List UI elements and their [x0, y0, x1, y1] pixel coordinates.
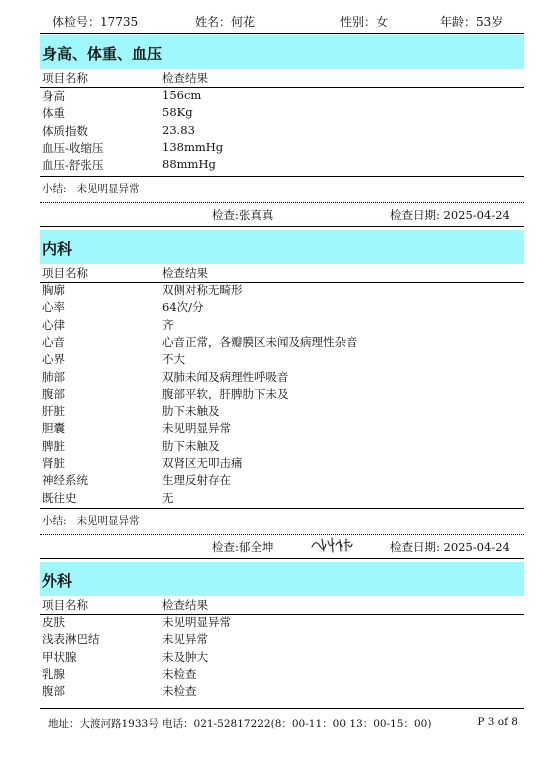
table-row [40, 437, 524, 454]
table-row [40, 682, 524, 699]
item-name: 血压-收缩压 [42, 140, 104, 155]
section-title-band [40, 35, 524, 69]
item-name: 腹部 [42, 684, 65, 699]
item-result: 双肺未闻及病理性呼吸音 [162, 369, 289, 384]
item-name: 体重 [42, 106, 65, 121]
section-title-band [40, 230, 524, 264]
column-result-header: 检查结果 [162, 71, 208, 85]
item-result: 不大 [162, 352, 185, 367]
summary-text: 未见明显异常 [76, 515, 140, 527]
item-result: 肋下未触及 [162, 404, 220, 419]
section-summary [42, 181, 140, 196]
item-result: 未见异常 [162, 632, 208, 647]
table-row [40, 350, 524, 367]
item-name: 腹部 [42, 386, 65, 401]
table-row [40, 298, 524, 315]
table-row [40, 454, 524, 471]
inspector: 检查:张真真 [212, 208, 274, 222]
item-result: 未及肿大 [162, 649, 208, 664]
table-row [40, 156, 524, 173]
item-name: 体质指数 [42, 123, 88, 138]
table-row [40, 104, 524, 121]
summary-label: 小结: [42, 515, 67, 527]
item-result: 88mmHg [162, 157, 216, 172]
item-result: 未见明显异常 [162, 421, 231, 436]
inspector: 检查:郁全坤 [212, 540, 274, 554]
table-row [40, 665, 524, 682]
item-result: 156cm [162, 88, 202, 102]
item-result: 生理反射存在 [162, 473, 231, 488]
signature-row [40, 534, 524, 559]
column-result-header: 检查结果 [162, 598, 208, 612]
patient-name: 姓名：何花 [195, 15, 256, 29]
column-item-header: 项目名称 [42, 266, 88, 280]
item-name: 肾脏 [42, 456, 65, 470]
signature-row [40, 202, 524, 227]
section-title: 内科 [42, 240, 73, 258]
table-row [40, 122, 524, 139]
item-name: 心律 [42, 317, 65, 332]
item-name: 心界 [42, 352, 65, 367]
item-name: 既往史 [42, 490, 77, 505]
column-item-header: 项目名称 [42, 598, 88, 612]
item-result: 双侧对称无畸形 [162, 283, 243, 297]
item-name: 脾脏 [42, 438, 65, 453]
item-result: 58Kg [162, 105, 193, 120]
table-row [40, 648, 524, 665]
patient-gender: 性别：女 [340, 15, 389, 29]
table-row [40, 281, 524, 298]
table-row [40, 402, 524, 419]
table-row [40, 385, 524, 402]
handwritten-signature [310, 535, 354, 555]
header-divider [40, 33, 524, 34]
summary-label: 小结: [42, 183, 67, 195]
item-result: 23.83 [162, 122, 195, 137]
table-row [40, 139, 524, 156]
item-name: 皮肤 [42, 615, 65, 629]
section-title-band [40, 562, 524, 596]
item-result: 双肾区无叩击痛 [162, 456, 243, 470]
column-item-header: 项目名称 [42, 71, 88, 85]
item-result: 138mmHg [162, 139, 224, 154]
section-title: 外科 [42, 572, 73, 590]
table-row [40, 419, 524, 436]
item-result: 无 [162, 490, 174, 505]
section-title: 身高、体重、血压 [42, 45, 163, 63]
item-result: 齐 [162, 317, 174, 332]
item-name: 肺部 [42, 369, 65, 384]
item-name: 乳腺 [42, 666, 65, 681]
summary-divider [40, 508, 524, 509]
section-summary [42, 513, 140, 528]
table-row [40, 368, 524, 385]
table-row [40, 613, 524, 630]
patient-age: 年龄：53岁 [440, 15, 504, 29]
exam-number: 体检号：17735 [52, 15, 139, 29]
item-result: 肋下未触及 [162, 438, 220, 453]
exam-date: 检查日期: 2025-04-24 [390, 208, 510, 222]
item-name: 胸廓 [42, 283, 65, 297]
table-row [40, 630, 524, 647]
item-name: 心音 [42, 334, 65, 349]
summary-divider [40, 176, 524, 177]
item-result: 未见明显异常 [162, 615, 231, 629]
item-name: 胆囊 [42, 421, 65, 436]
page-number: P 3 of 8 [477, 716, 518, 728]
table-row [40, 471, 524, 488]
item-name: 心率 [42, 300, 65, 315]
footer-address: 地址：大渡河路1933号 电话：021-52817222(8：00-11：00 13：00-15：00) [48, 718, 432, 730]
item-result: 未检查 [162, 684, 197, 699]
table-row [40, 87, 524, 104]
item-result: 腹部平软，肝脾肋下未及 [162, 386, 289, 401]
column-result-header: 检查结果 [162, 266, 208, 280]
table-row [40, 316, 524, 333]
item-result: 未检查 [162, 666, 197, 681]
item-result: 64次/分 [162, 300, 204, 315]
footer-divider [40, 708, 524, 709]
table-header [40, 69, 524, 88]
item-name: 神经系统 [42, 473, 88, 488]
item-name: 肝脏 [42, 404, 65, 419]
item-name: 甲状腺 [42, 649, 77, 664]
item-name: 浅表淋巴结 [42, 632, 100, 647]
summary-text: 未见明显异常 [76, 183, 140, 195]
table-row [40, 333, 524, 350]
item-result: 心音正常，各瓣膜区未闻及病理性杂音 [162, 334, 358, 349]
exam-date: 检查日期: 2025-04-24 [390, 540, 510, 554]
table-row [40, 489, 524, 506]
patient-header [40, 10, 524, 32]
item-name: 血压-舒张压 [42, 158, 104, 173]
item-name: 身高 [42, 89, 65, 103]
